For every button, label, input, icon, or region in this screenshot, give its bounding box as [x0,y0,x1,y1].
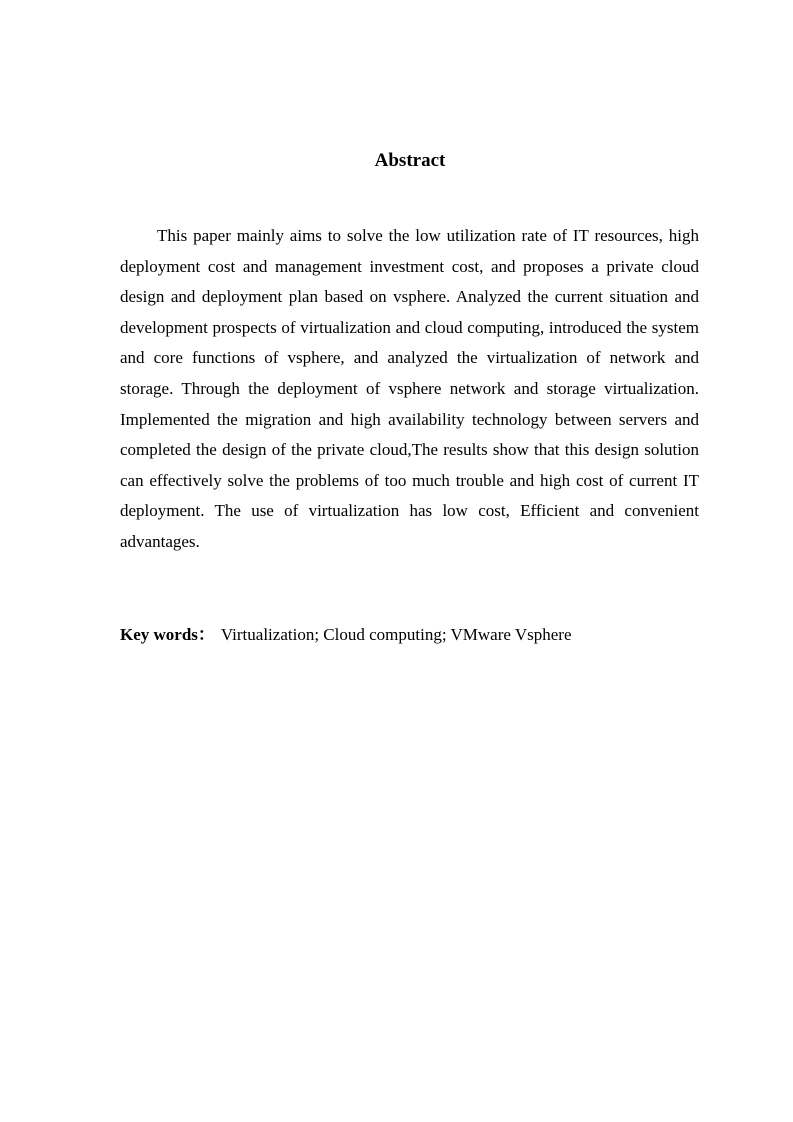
keywords-value: Virtualization; Cloud computing; VMware Vsphere [220,625,572,644]
abstract-title: Abstract [374,150,446,171]
keywords-line [120,622,720,648]
abstract-paragraph: This paper mainly aims to solve the low utilization rate of IT resources, high deployment cost and management investment cost, and proposes a private cloud design and deployment plan based on vsphere. Analyzed the current situation and development prospects of virtualization and cloud computing, introduced the system and core functions of vsphere, and analyzed the virtualization of network and storage. Through the deployment of vsphere network and storage virtualization. Implemented the migration and high availability technology between servers and completed the design of the private cloud,The results show that this design solution can effectively solve the problems of too much trouble and high cost of current IT deployment. The use of virtualization has low cost, Efficient and convenient advantages. [120,226,699,551]
keywords-separator: ： [197,625,215,644]
keywords-label: Key words [120,625,198,644]
